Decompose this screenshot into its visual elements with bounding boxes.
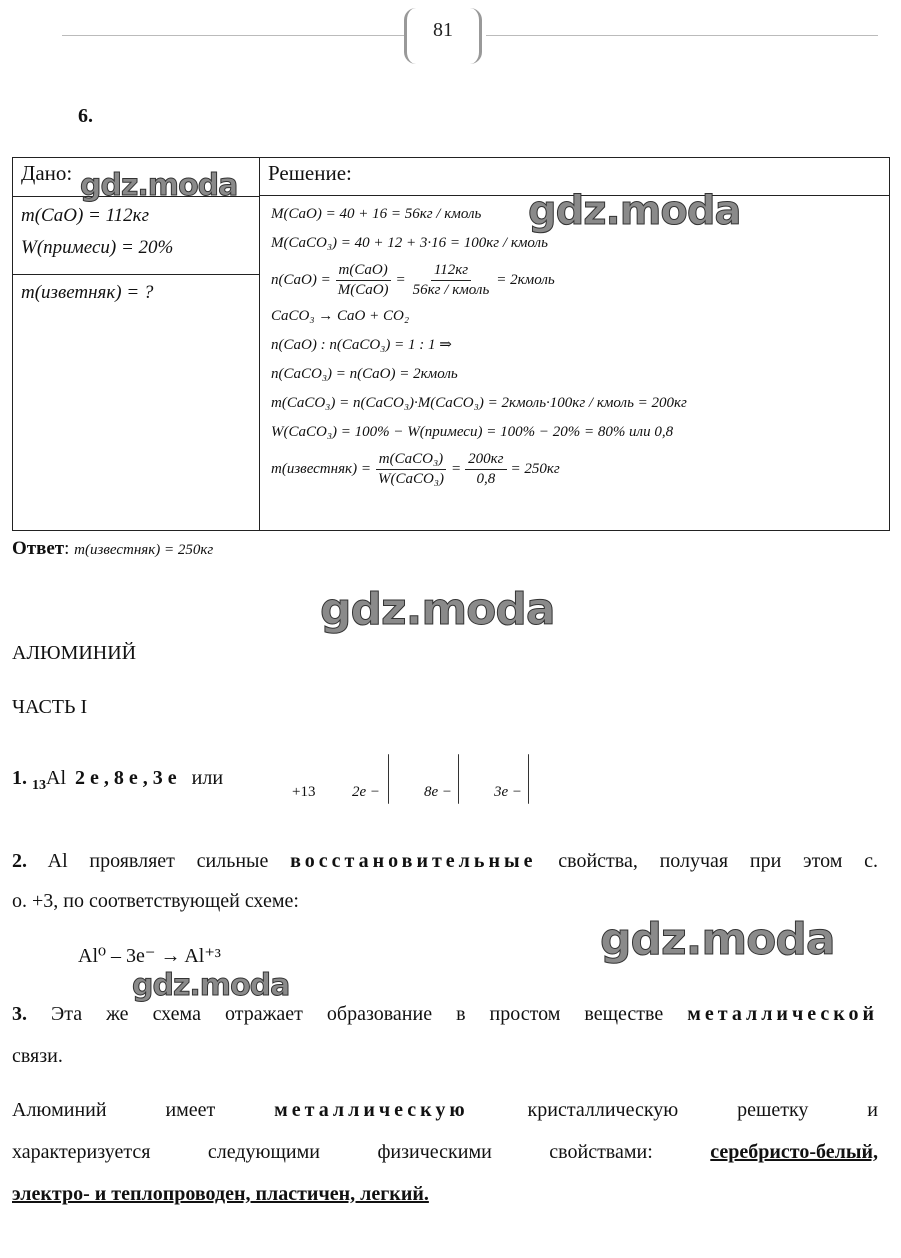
page-number: 81 <box>404 8 482 64</box>
shell-2-arc <box>458 754 459 804</box>
given-impurity: W(примеси) = 20% <box>21 237 174 258</box>
section-part: ЧАСТЬ I <box>12 696 88 718</box>
task-number: 6. <box>78 105 93 127</box>
fraction-1-den: M(CaO) <box>337 281 389 298</box>
header-rule-right <box>486 35 878 36</box>
given-values <box>13 196 259 274</box>
para-word-5: решетку <box>737 1099 809 1121</box>
given-cell <box>13 158 260 531</box>
para-word-6: и <box>867 1099 878 1121</box>
answer: Ответ: m(известняк) = 250кг <box>12 538 214 559</box>
line9-left: m(известняк) = <box>271 460 371 477</box>
fraction-3-num: m(CaCO₃) <box>376 450 446 470</box>
watermark: gdz.moda <box>528 188 741 234</box>
given-mass: m(CaO) = 112кг <box>21 205 149 226</box>
line3-result: = 2кмоль <box>496 271 555 288</box>
q1-atomic-number: 13 <box>32 778 46 793</box>
find-value: m(изветняк) = ? <box>21 282 154 303</box>
solution-line-5: n(CaO) : n(CaCO₃) = 1 : 1 ⇒ <box>271 337 452 353</box>
fraction-3 <box>375 450 447 489</box>
fraction-4-den: 0,8 <box>476 470 496 487</box>
para-bold-b: серебристо-белый, <box>710 1141 878 1163</box>
fraction-2 <box>410 261 493 300</box>
fraction-2-num: 112кг <box>431 261 471 281</box>
atom-charge: +13 <box>292 784 316 800</box>
para-keyword: металлическую <box>274 1099 469 1121</box>
q2-keyword: восстановительные <box>290 850 537 872</box>
solution-body <box>260 196 889 491</box>
fraction-3-den: W(CaCO₃) <box>377 470 444 487</box>
section-title: АЛЮМИНИЙ <box>12 642 137 664</box>
q2-text-a: Al проявляет сильные <box>47 850 269 872</box>
para-line-2 <box>12 1136 878 1168</box>
q2-scheme: Al⁰ – 3e⁻ → Al⁺³ <box>78 945 221 967</box>
fraction-2-den: 56кг / кмоль <box>412 281 490 298</box>
solution-line-7: m(CaCO₃) = n(CaCO₃)·M(CaCO₃) = 2кмоль·100кг / кмоль = 200кг <box>271 395 687 411</box>
para-line-3 <box>12 1178 429 1210</box>
q2-number: 2. <box>12 850 27 872</box>
q1-shells: 2 е , 8 е , 3 е <box>75 767 177 789</box>
given-title: Дано: <box>21 161 73 185</box>
line9-result: = 250кг <box>510 460 560 477</box>
q1-element: Al <box>46 767 66 789</box>
solution-table <box>12 157 890 531</box>
watermark: gdz.moda <box>80 168 238 203</box>
shell-1-arc <box>388 754 389 804</box>
shell-3-arc <box>528 754 529 804</box>
question-1 <box>12 762 223 802</box>
para-text-b: характеризуется следующими физическими свойствами: <box>12 1141 653 1163</box>
para-word-1: Алюминий <box>12 1099 107 1121</box>
q1-number: 1. <box>12 767 27 789</box>
watermark: gdz.moda <box>320 584 555 635</box>
shell-2: 8e − <box>424 784 453 800</box>
watermark: gdz.moda <box>600 914 835 965</box>
solution-line-8: W(CaCO₃) = 100% − W(примеси) = 100% − 20% = 80% или 0,8 <box>271 424 674 440</box>
solution-line-9 <box>271 447 889 491</box>
watermark: gdz.moda <box>132 968 290 1003</box>
equals-sign: = <box>395 271 406 288</box>
fraction-1 <box>335 261 392 300</box>
q2-text-b: свойства, получая при этом с. <box>558 850 879 872</box>
solution-line-2: M(CaCO₃) = 40 + 12 + 3·16 = 100кг / кмоль <box>271 235 548 251</box>
shell-3: 3e − <box>494 784 523 800</box>
answer-label: Ответ <box>12 538 65 559</box>
q3-text-b: связи. <box>12 1045 63 1067</box>
q1-or: или <box>191 767 224 789</box>
fraction-4-num: 200кг <box>465 450 506 470</box>
answer-value: m(известняк) = 250кг <box>74 542 214 558</box>
line3-left: n(CaO) = <box>271 271 331 288</box>
equals-sign: = <box>451 460 462 477</box>
q3-text-a: Эта же схема отражает образование в простом веществе <box>51 1003 664 1025</box>
fraction-1-num: m(CaO) <box>336 261 391 281</box>
q2-text-c: о. +3, по соответствующей схеме: <box>12 890 299 912</box>
fraction-4 <box>465 450 506 489</box>
solution-line-3 <box>271 258 889 302</box>
solution-title: Решение: <box>260 158 889 196</box>
shell-1: 2e − <box>352 784 381 800</box>
header-rule-left <box>62 35 404 36</box>
para-word-2: имеет <box>165 1099 216 1121</box>
para-bold-c: электро- и теплопроводен, пластичен, легкий. <box>12 1183 429 1205</box>
para-word-4: кристаллическую <box>527 1099 679 1121</box>
solution-line-1: M(CaO) = 40 + 16 = 56кг / кмоль <box>271 206 482 222</box>
q3-number: 3. <box>12 1003 27 1025</box>
find-block <box>13 274 259 309</box>
solution-line-6: n(CaCO₃) = n(CaO) = 2кмоль <box>271 366 458 382</box>
q3-keyword: металлической <box>687 1003 879 1025</box>
solution-line-4: CaCO₃ → CaO + CO₂ <box>271 308 410 324</box>
para-line-1 <box>12 1094 878 1126</box>
question-2-line-1 <box>12 845 878 877</box>
